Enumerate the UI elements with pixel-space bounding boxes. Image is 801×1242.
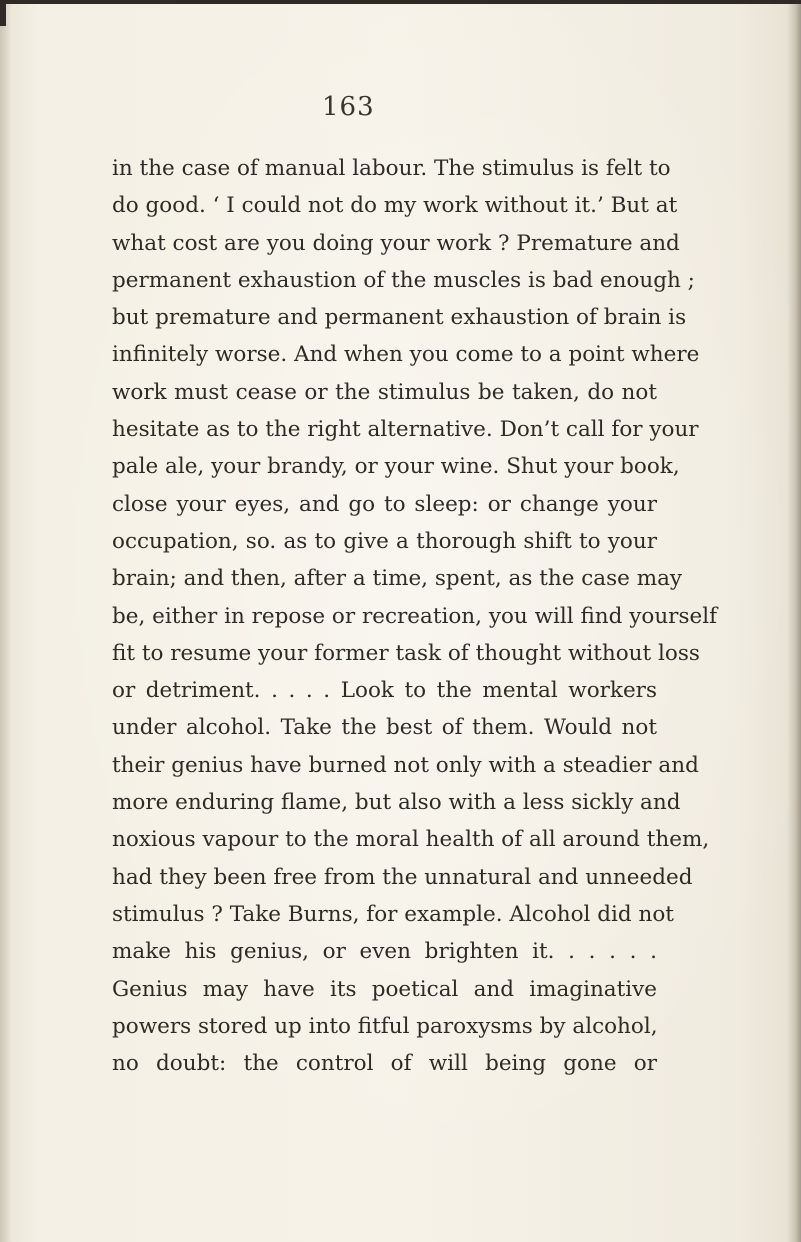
text-line: under alcohol. Take the best of them. Would not [112, 715, 657, 741]
text-line: had they been free from the unnatural and unneeded [112, 864, 693, 890]
text-line: infinitely worse. And when you come to a point where [112, 342, 700, 368]
text-line: stimulus ? Take Burns, for example. Alcohol did not [112, 901, 674, 927]
top-edge-border [0, 0, 801, 4]
text-line: noxious vapour to the moral health of all around them, [112, 827, 710, 853]
text-line: make his genius, or even brighten it. . . . . . [112, 939, 657, 965]
text-line: occupation, so. as to give a thorough shift to your [112, 528, 657, 554]
text-line: permanent exhaustion of the muscles is bad enough ; [112, 267, 695, 293]
text-line: or detriment. . . . . Look to the mental workers [112, 678, 657, 704]
page-right-shadow [787, 0, 801, 1242]
text-line: be, either in repose or recreation, you will find yourself [112, 603, 718, 629]
text-line: in the case of manual labour. The stimulus is felt to [112, 156, 671, 181]
text-line: no doubt: the control of will being gone or [112, 1051, 657, 1077]
text-line: their genius have burned not only with a steadier and [112, 752, 699, 778]
text-line: hesitate as to the right alternative. Don’t call for your [112, 417, 699, 443]
text-line: but premature and permanent exhaustion of brain is [112, 305, 687, 331]
text-line: fit to resume your former task of thought without loss [112, 640, 700, 666]
text-line: brain; and then, after a time, spent, as the case may [112, 566, 683, 592]
corner-mark [0, 0, 6, 26]
text-line: close your eyes, and go to sleep: or change your [112, 491, 657, 517]
text-line: work must cease or the stimulus be taken, do not [112, 379, 657, 405]
page-number: 163 [322, 92, 375, 122]
text-line: pale ale, your brandy, or your wine. Shut your book, [112, 454, 680, 480]
text-line: more enduring flame, but also with a less sickly and [112, 790, 681, 816]
text-line: do good. ‘ I could not do my work without it.’ But at [112, 193, 678, 219]
page-left-shadow [0, 0, 12, 1242]
text-line: Genius may have its poetical and imaginative [112, 976, 657, 1002]
text-line: what cost are you doing your work ? Premature and [112, 230, 680, 256]
text-line: powers stored up into fitful paroxysms by alcohol, [112, 1013, 658, 1039]
body-text [112, 150, 718, 1082]
